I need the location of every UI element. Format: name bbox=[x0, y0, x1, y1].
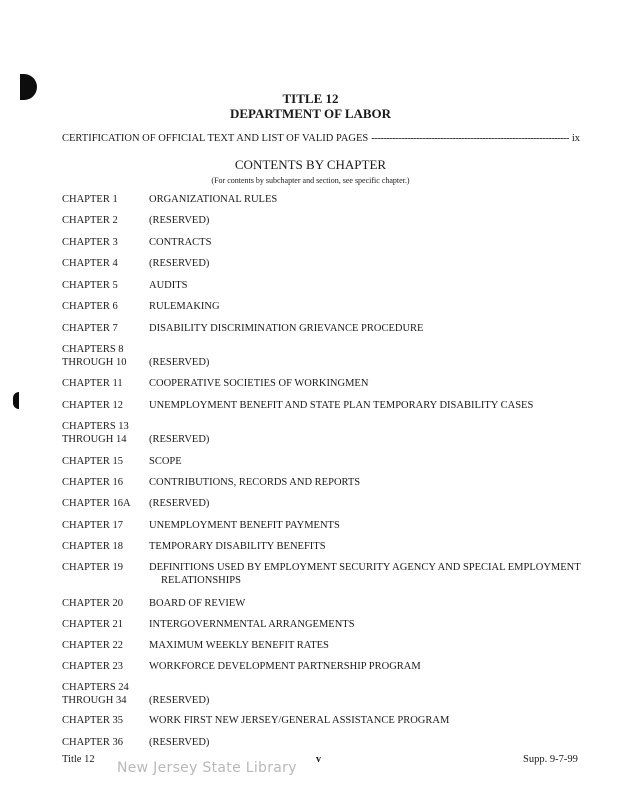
document-title: TITLE 12 bbox=[282, 91, 339, 106]
contents-note: (For contents by subchapter and section, see specific chapter.) bbox=[211, 176, 410, 185]
chapter-title-line: ORGANIZATIONAL RULES bbox=[149, 194, 278, 205]
chapter-title bbox=[149, 357, 584, 370]
chapter-label-line: CHAPTER 18 bbox=[62, 541, 123, 552]
chapter-label-line: CHAPTER 7 bbox=[62, 323, 118, 334]
document-subtitle: DEPARTMENT OF LABOR bbox=[229, 106, 392, 121]
chapter-label bbox=[62, 215, 118, 228]
chapter-label-line: CHAPTER 17 bbox=[62, 520, 123, 531]
chapter-title-line: AUDITS bbox=[149, 280, 188, 291]
chapter-title bbox=[149, 598, 584, 611]
chapter-title-line: MAXIMUM WEEKLY BENEFIT RATES bbox=[149, 640, 329, 651]
chapter-title bbox=[149, 434, 584, 447]
chapter-title-line: (RESERVED) bbox=[149, 737, 210, 748]
chapter-title-line: DISABILITY DISCRIMINATION GRIEVANCE PROCEDURE bbox=[149, 323, 424, 334]
chapter-title bbox=[149, 194, 584, 207]
chapter-label bbox=[62, 400, 123, 413]
chapter-label-line: CHAPTER 2 bbox=[62, 215, 118, 226]
chapter-title bbox=[149, 301, 584, 314]
chapter-label-line: CHAPTER 21 bbox=[62, 619, 123, 630]
chapter-label-line: CHAPTER 19 bbox=[62, 562, 123, 573]
certification-text: CERTIFICATION OF OFFICIAL TEXT AND LIST OF VALID PAGES bbox=[62, 133, 369, 144]
chapter-title bbox=[149, 237, 584, 250]
chapter-label bbox=[62, 498, 131, 511]
chapter-title bbox=[149, 541, 584, 554]
chapter-title bbox=[149, 715, 584, 728]
chapter-title-line: (RESERVED) bbox=[149, 356, 210, 368]
chapter-title bbox=[149, 737, 584, 750]
chapter-title-line: WORK FIRST NEW JERSEY/GENERAL ASSISTANCE PROGRAM bbox=[149, 715, 450, 726]
chapter-label bbox=[62, 715, 123, 728]
footer-page-number: v bbox=[316, 754, 321, 765]
chapter-label-line: CHAPTERS 8 bbox=[62, 344, 124, 355]
chapter-title-line: DEFINITIONS USED BY EMPLOYMENT SECURITY AGENCY AND SPECIAL EMPLOYMENT bbox=[149, 562, 581, 573]
chapter-label-line: CHAPTER 5 bbox=[62, 280, 118, 291]
chapter-label bbox=[62, 661, 123, 674]
chapter-label-line: CHAPTERS 13 bbox=[62, 421, 129, 432]
chapter-label bbox=[62, 520, 123, 533]
certification-page: ix bbox=[571, 133, 580, 144]
chapter-label bbox=[62, 682, 129, 707]
chapter-label-line: THROUGH 10 bbox=[62, 356, 127, 368]
chapter-label bbox=[62, 541, 123, 554]
chapter-title bbox=[149, 378, 584, 391]
chapter-title-line: CONTRIBUTIONS, RECORDS AND REPORTS bbox=[149, 477, 361, 488]
chapter-title-line: WORKFORCE DEVELOPMENT PARTNERSHIP PROGRAM bbox=[149, 661, 421, 672]
chapter-title-line: RELATIONSHIPS bbox=[161, 574, 241, 586]
chapter-label bbox=[62, 194, 118, 207]
chapter-label bbox=[62, 619, 123, 632]
chapter-label-line: CHAPTER 16A bbox=[62, 498, 131, 509]
chapter-label-line: CHAPTER 20 bbox=[62, 598, 123, 609]
chapter-title bbox=[149, 456, 584, 469]
footer-supplement-date: Supp. 9-7-99 bbox=[523, 754, 578, 765]
chapter-title bbox=[149, 400, 584, 413]
chapter-label-line: CHAPTER 4 bbox=[62, 258, 118, 269]
chapter-title bbox=[149, 619, 584, 632]
chapter-label-line: THROUGH 34 bbox=[62, 694, 127, 706]
chapter-label bbox=[62, 378, 123, 391]
chapter-title-line: COOPERATIVE SOCIETIES OF WORKINGMEN bbox=[149, 378, 369, 389]
chapter-title-line: (RESERVED) bbox=[149, 694, 210, 706]
chapter-label bbox=[62, 344, 126, 369]
chapter-title-line: CONTRACTS bbox=[149, 237, 212, 248]
chapter-label-line: CHAPTER 1 bbox=[62, 194, 118, 205]
chapter-title bbox=[149, 477, 584, 490]
chapter-label bbox=[62, 280, 118, 293]
chapter-title-line: (RESERVED) bbox=[149, 498, 210, 509]
chapter-label-line: CHAPTER 22 bbox=[62, 640, 123, 651]
dot-leader bbox=[371, 133, 569, 144]
chapter-label bbox=[62, 456, 123, 469]
chapter-title bbox=[149, 695, 584, 708]
chapter-label-line: CHAPTER 36 bbox=[62, 737, 123, 748]
chapter-label bbox=[62, 323, 118, 336]
chapter-title bbox=[149, 498, 584, 511]
chapter-title bbox=[149, 562, 584, 587]
chapter-label-line: CHAPTER 15 bbox=[62, 456, 123, 467]
chapter-title bbox=[149, 661, 584, 674]
chapter-title bbox=[149, 323, 584, 336]
chapter-title-line: INTERGOVERNMENTAL ARRANGEMENTS bbox=[149, 619, 355, 630]
chapter-title-line: SCOPE bbox=[149, 456, 182, 467]
chapter-title-line: (RESERVED) bbox=[149, 258, 210, 269]
chapter-label bbox=[62, 477, 123, 490]
chapter-label-line: CHAPTER 23 bbox=[62, 661, 123, 672]
chapter-label-line: THROUGH 14 bbox=[62, 433, 127, 445]
contents-heading: CONTENTS BY CHAPTER bbox=[234, 157, 387, 172]
chapter-label-line: CHAPTER 12 bbox=[62, 400, 123, 411]
chapter-title-line: (RESERVED) bbox=[149, 215, 210, 226]
chapter-label-line: CHAPTERS 24 bbox=[62, 682, 129, 693]
chapter-label bbox=[62, 237, 118, 250]
chapter-title-line: UNEMPLOYMENT BENEFIT PAYMENTS bbox=[149, 520, 340, 531]
chapter-title bbox=[149, 520, 584, 533]
chapter-label-line: CHAPTER 6 bbox=[62, 301, 118, 312]
chapter-title bbox=[149, 215, 584, 228]
chapter-title-line: UNEMPLOYMENT BENEFIT AND STATE PLAN TEMPORARY DISABILITY CASES bbox=[149, 400, 534, 411]
certification-line bbox=[62, 133, 580, 144]
chapter-label-line: CHAPTER 16 bbox=[62, 477, 123, 488]
chapter-title-line: TEMPORARY DISABILITY BENEFITS bbox=[149, 541, 326, 552]
chapter-label bbox=[62, 562, 123, 575]
chapter-title-line: (RESERVED) bbox=[149, 433, 210, 445]
chapter-label bbox=[62, 737, 123, 750]
chapter-label-line: CHAPTER 3 bbox=[62, 237, 118, 248]
chapter-label bbox=[62, 598, 123, 611]
chapter-label bbox=[62, 258, 118, 271]
chapter-label bbox=[62, 421, 129, 446]
chapter-title bbox=[149, 280, 584, 293]
chapter-title-line: BOARD OF REVIEW bbox=[149, 598, 246, 609]
footer-left: Title 12 bbox=[62, 754, 95, 765]
library-stamp: New Jersey State Library bbox=[117, 760, 297, 776]
chapter-title bbox=[149, 258, 584, 271]
chapter-title bbox=[149, 640, 584, 653]
chapter-label bbox=[62, 640, 123, 653]
chapter-title-line: RULEMAKING bbox=[149, 301, 220, 312]
chapter-label-line: CHAPTER 35 bbox=[62, 715, 123, 726]
chapter-label bbox=[62, 301, 118, 314]
chapter-label-line: CHAPTER 11 bbox=[62, 378, 123, 389]
binding-mark-middle bbox=[13, 392, 19, 409]
